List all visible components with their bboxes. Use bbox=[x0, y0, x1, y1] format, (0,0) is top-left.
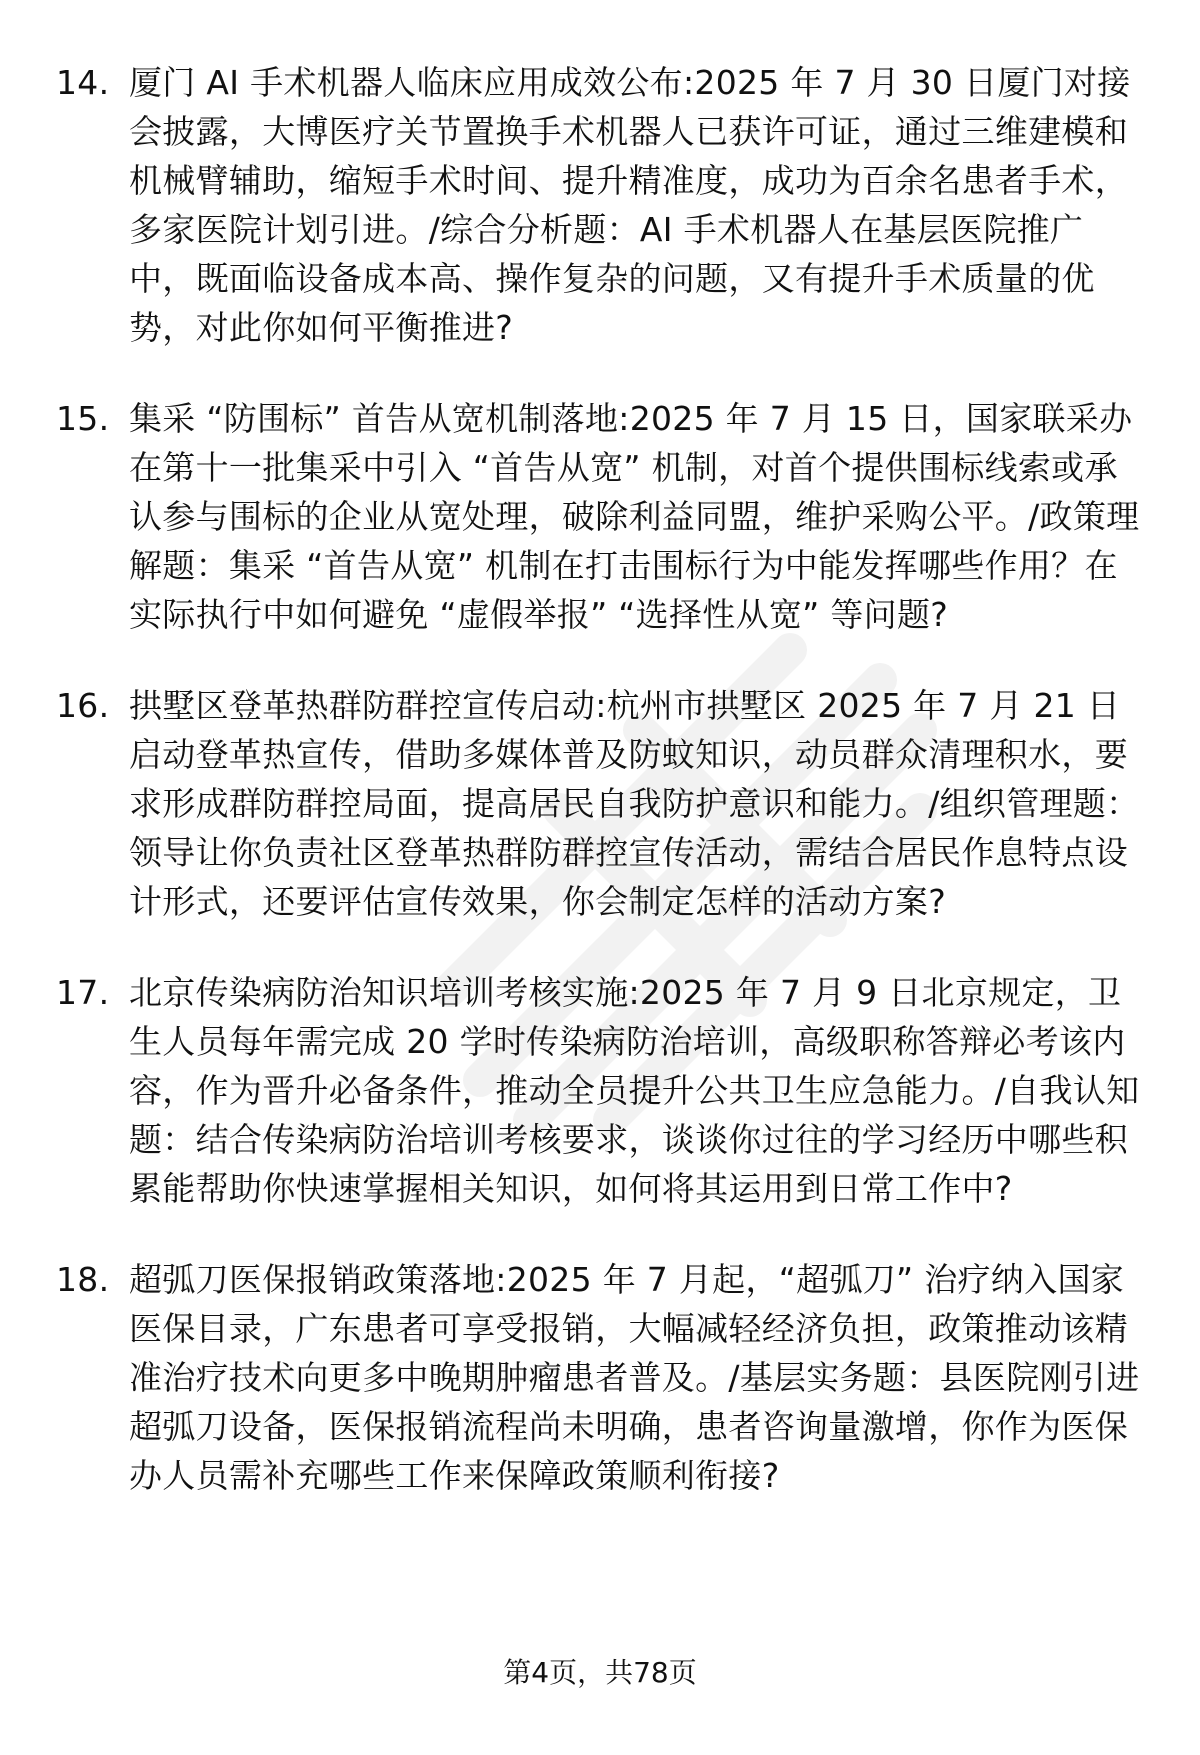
question-text: 厦门 AI 手术机器人临床应用成效公布:2025 年 7 月 30 日厦门对接会披露，大博医疗关节置换手术机器人已获许可证，通过三维建模和机械臂辅助，缩短手术时间、提升精准度，成功为百余名患者手术，多家医院计划引进。/综合分析题：AI 手术机器人在基层医院推广中，既面临设备成本高、操作复杂的问题，又有提升手术质量的优势，对此你如何平衡推进? bbox=[129, 63, 1131, 347]
question-item-17 bbox=[56, 968, 1146, 1213]
question-number: 17. bbox=[56, 973, 110, 1012]
question-number: 15. bbox=[56, 399, 110, 438]
question-number: 18. bbox=[56, 1260, 110, 1299]
page-number-label: 第4页，共78页 bbox=[503, 1656, 697, 1689]
question-number: 14. bbox=[56, 63, 110, 102]
question-item-14 bbox=[56, 58, 1146, 352]
question-item-15 bbox=[56, 394, 1146, 639]
question-item-18 bbox=[56, 1255, 1146, 1500]
question-number: 16. bbox=[56, 686, 110, 725]
page-footer bbox=[0, 1653, 1200, 1693]
question-text: 集采 “防围标” 首告从宽机制落地:2025 年 7 月 15 日，国家联采办在第十一批集采中引入 “首告从宽” 机制，对首个提供围标线索或承认参与围标的企业从宽处理，破除利益同盟，维护采购公平。/政策理解题：集采 “首告从宽” 机制在打击围标行为中能发挥哪些作用？在实际执行中如何避免 “虚假举报” “选择性从宽” 等问题? bbox=[129, 399, 1140, 634]
question-text: 拱墅区登革热群防群控宣传启动:杭州市拱墅区 2025 年 7 月 21 日启动登革热宣传，借助多媒体普及防蚊知识，动员群众清理积水，要求形成群防群控局面，提高居民自我防护意识和能力。/组织管理题：领导让你负责社区登革热群防群控宣传活动，需结合居民作息特点设计形式，还要评估宣传效果，你会制定怎样的活动方案? bbox=[129, 686, 1140, 921]
question-text: 超弧刀医保报销政策落地:2025 年 7 月起，“超弧刀” 治疗纳入国家医保目录，广东患者可享受报销，大幅减轻经济负担，政策推动该精准治疗技术向更多中晚期肿瘤患者普及。/基层实务题：县医院刚引进超弧刀设备，医保报销流程尚未明确，患者咨询量激增，你作为医保办人员需补充哪些工作来保障政策顺利衔接? bbox=[129, 1260, 1140, 1495]
question-list bbox=[56, 58, 1146, 1500]
question-text: 北京传染病防治知识培训考核实施:2025 年 7 月 9 日北京规定，卫生人员每年需完成 20 学时传染病防治培训，高级职称答辩必考该内容，作为晋升必备条件，推动全员提升公共卫生应急能力。/自我认知题：结合传染病防治培训考核要求，谈谈你过往的学习经历中哪些积累能帮助你快速掌握相关知识，如何将其运用到日常工作中? bbox=[129, 973, 1140, 1208]
question-item-16 bbox=[56, 681, 1146, 926]
